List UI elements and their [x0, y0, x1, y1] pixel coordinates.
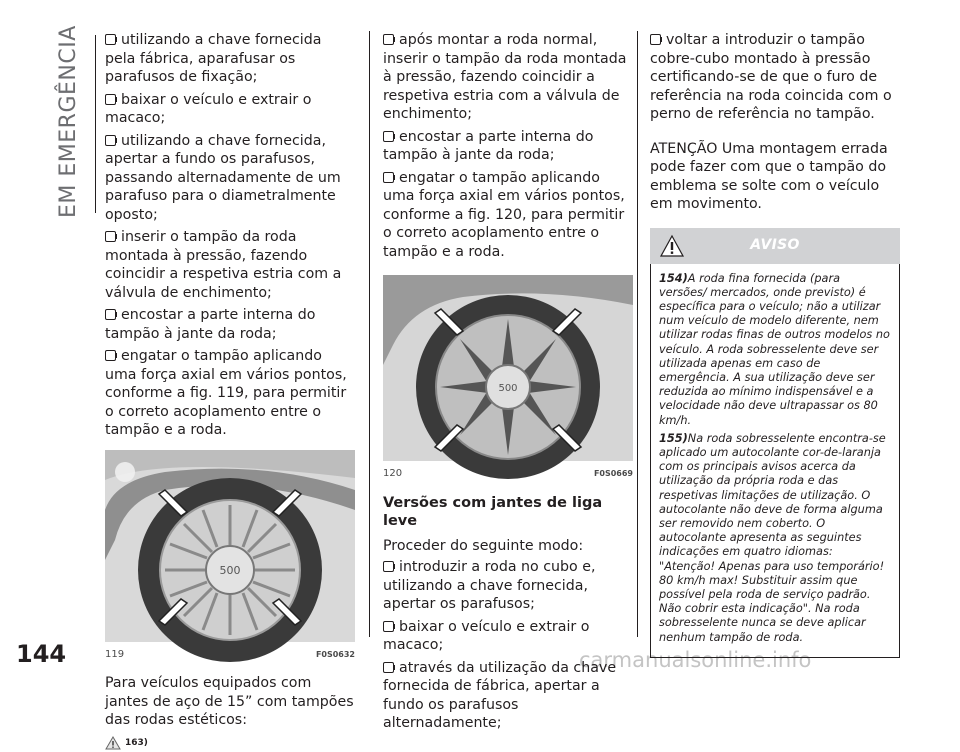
bullet-box-icon [105, 34, 116, 45]
section-heading: Versões com jantes de liga leve [383, 494, 633, 531]
column-divider [637, 31, 638, 637]
reference-number: 163) [125, 734, 148, 752]
page-number: 144 [16, 640, 66, 668]
step-item: introduzir a roda no cubo e, utilizando a chave fornecida, apertar os parafusos; [383, 558, 633, 614]
step-item: utilizando a chave fornecida, apertar a fundo os parafusos, passando alternadamente de um parafuso para o diametralmente oposto; [105, 132, 355, 225]
step-item: baixar o veículo e extrair o macaco; [105, 91, 355, 128]
step-item: através da utilização da chave fornecida de fábrica, apertar a fundo os parafusos alternadamente; [383, 659, 633, 733]
step-item: voltar a introduzir o tampão cobre-cubo montado à pressão certificando-se de que o furo de referência na roda coincida com o perno de referência no tampão. [650, 31, 900, 124]
figure-code: F0S0632 [316, 646, 355, 665]
figure-119-wheel-cover [105, 450, 355, 642]
step-item: inserir o tampão da roda montada à pressão, fazendo coincidir a respetiva estria com a válvula de enchimento; [105, 228, 355, 302]
figure-120-wheel-cover [383, 275, 633, 461]
bullet-box-icon [105, 309, 116, 320]
column-3 [650, 31, 900, 658]
step-item: engatar o tampão aplicando uma força axial em vários pontos, conforme a fig. 119, para permitir o correto acoplamento entre o tampão e a roda. [105, 347, 355, 440]
warning-note: 155)Na roda sobresselente encontra-se aplicado um autocolante cor-de-laranja com os principais avisos acerca da utilização da própria roda e das respetivas limitações de utilização. O autocolante não deve de forma alguma ser removido nem coberto. O autocolante apresenta as seguintes indicações em quatro idiomas: "Atenção! Apenas para uso temporário! 80 km/h max! Substituir assim que possível pela roda de serviço padrão. Não cobrir esta indicação". Na roda sobresselente nunca se deve aplicar nenhum tampão de roda. [659, 432, 891, 645]
figure-code: F0S0669 [594, 465, 633, 484]
step-item: utilizando a chave fornecida pela fábrica, aparafusar os parafusos de fixação; [105, 31, 355, 87]
step-item: encostar a parte interna do tampão à jante da roda; [383, 128, 633, 165]
bullet-box-icon [383, 561, 394, 572]
bullet-box-icon [105, 231, 116, 242]
step-item: engatar o tampão aplicando uma força axial em vários pontos, conforme a fig. 120, para permitir o correto acoplamento entre o tampão e a roda. [383, 169, 633, 262]
bullet-box-icon [383, 621, 394, 632]
aviso-header [650, 228, 900, 264]
bullet-box-icon [105, 135, 116, 146]
figure-number: 119 [105, 646, 124, 665]
reference-link [105, 734, 355, 752]
figure-number: 120 [383, 465, 402, 484]
column-2 [383, 31, 633, 737]
step-item: baixar o veículo e extrair o macaco; [383, 618, 633, 655]
aviso-title: AVISO [750, 236, 799, 255]
bullet-box-icon [383, 172, 394, 183]
section-title: EM EMERGÊNCIA [56, 25, 81, 218]
bullet-box-icon [383, 34, 394, 45]
step-item: encostar a parte interna do tampão à jante da roda; [105, 306, 355, 343]
column-1 [105, 31, 355, 752]
aviso-body [650, 264, 900, 658]
bullet-box-icon [383, 131, 394, 142]
bullet-box-icon [650, 34, 661, 45]
bullet-box-icon [105, 350, 116, 361]
section-divider [95, 35, 96, 213]
attention-note: ATENÇÃO Uma montagem errada pode fazer com que o tampão do emblema se solte com o veículo em movimento. [650, 140, 900, 214]
intro-text: Proceder do seguinte modo: [383, 537, 633, 556]
bullet-box-icon [105, 94, 116, 105]
column-divider [369, 31, 370, 637]
warning-triangle-icon [105, 736, 121, 750]
paragraph-steel-wheels: Para veículos equipados com jantes de aço de 15” com tampões das rodas estéticos: [105, 674, 355, 730]
bullet-box-icon [383, 662, 394, 673]
watermark: carmanualsonline.info [579, 648, 811, 672]
svg-text:500: 500 [498, 383, 517, 394]
warning-triangle-icon [660, 235, 684, 257]
svg-text:500: 500 [220, 564, 241, 577]
warning-note: 154)A roda fina fornecida (para versões/ mercados, onde previsto) é específica para o veículo; não a utilizar num veículo de modelo diferente, nem utilizar rodas finas de outros modelos no veículo. A roda sobresselente deve ser utilizada apenas em caso de emergência. A sua utilização deve ser reduzida ao mínimo indispensável e a velocidade não deve ultrapassar os 80 km/h. [659, 272, 891, 428]
step-item: após montar a roda normal, inserir o tampão da roda montada à pressão, fazendo coincidir a respetiva estria com a válvula de enchimento; [383, 31, 633, 124]
